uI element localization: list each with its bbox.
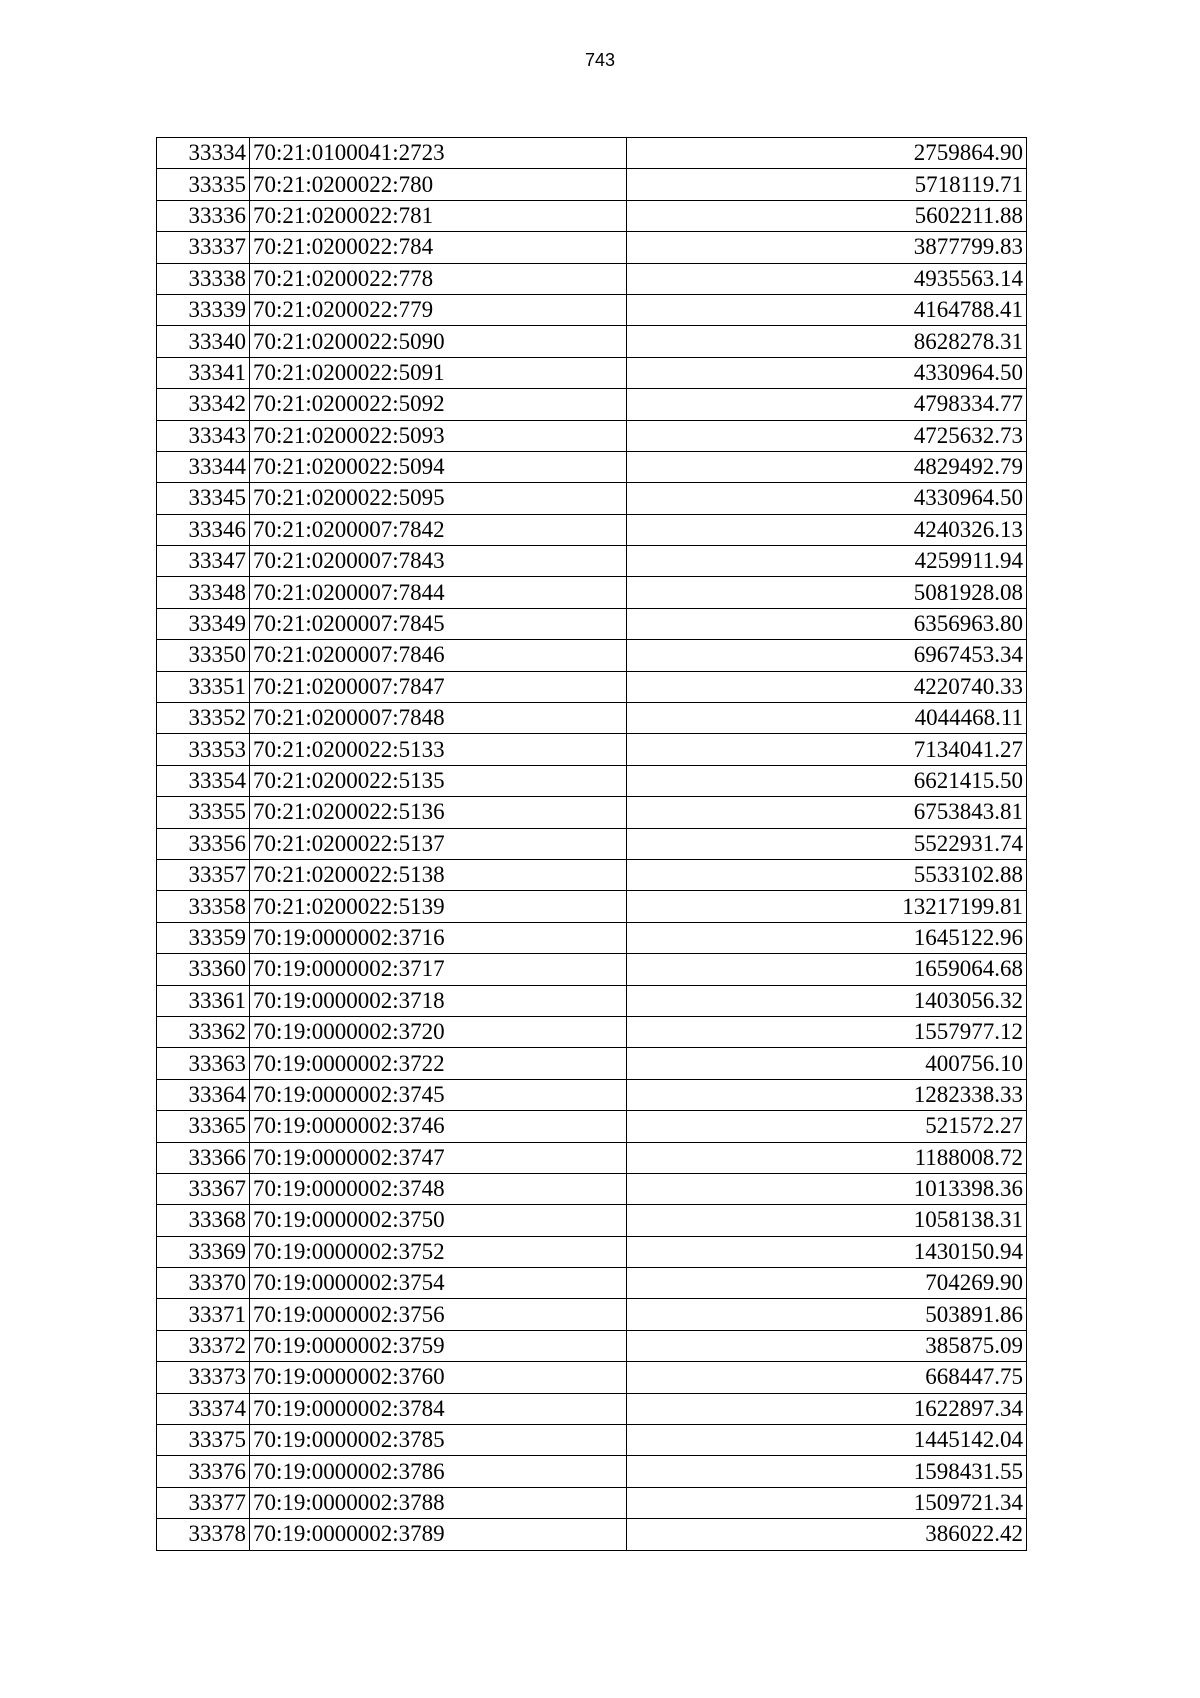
cadastral-value-cell: 1403056.32 (627, 985, 1027, 1016)
row-number-cell: 33335 (157, 169, 250, 200)
cadastral-number-cell: 70:21:0200022:5091 (250, 357, 627, 388)
row-number-cell: 33345 (157, 483, 250, 514)
table-row (157, 1173, 1027, 1204)
cadastral-number-cell: 70:21:0200022:5139 (250, 891, 627, 922)
cadastral-value-cell: 6753843.81 (627, 797, 1027, 828)
cadastral-value-cell: 1058138.31 (627, 1205, 1027, 1236)
cadastral-value-cell: 1188008.72 (627, 1142, 1027, 1173)
table-row (157, 1456, 1027, 1487)
page-number: 743 (584, 50, 616, 70)
cadastral-number-cell: 70:19:0000002:3750 (250, 1205, 627, 1236)
cadastral-value-cell: 386022.42 (627, 1519, 1027, 1550)
table-row (157, 294, 1027, 325)
row-number-cell: 33371 (157, 1299, 250, 1330)
table-row (157, 891, 1027, 922)
row-number-cell: 33338 (157, 263, 250, 294)
row-number-cell: 33344 (157, 451, 250, 482)
cadastral-number-cell: 70:21:0200022:5136 (250, 797, 627, 828)
table-row (157, 1393, 1027, 1424)
cadastral-value-cell: 6621415.50 (627, 765, 1027, 796)
cadastral-number-cell: 70:19:0000002:3784 (250, 1393, 627, 1424)
cadastral-number-cell: 70:19:0000002:3785 (250, 1425, 627, 1456)
row-number-cell: 33367 (157, 1173, 250, 1204)
cadastral-value-cell: 4725632.73 (627, 420, 1027, 451)
cadastral-number-cell: 70:21:0200007:7847 (250, 671, 627, 702)
table-row (157, 922, 1027, 953)
cadastral-value-cell: 5718119.71 (627, 169, 1027, 200)
row-number-cell: 33336 (157, 200, 250, 231)
table-row (157, 797, 1027, 828)
row-number-cell: 33368 (157, 1205, 250, 1236)
cadastral-value-cell: 521572.27 (627, 1111, 1027, 1142)
cadastral-number-cell: 70:19:0000002:3759 (250, 1330, 627, 1361)
table-row (157, 546, 1027, 577)
cadastral-number-cell: 70:19:0000002:3745 (250, 1079, 627, 1110)
table-row (157, 734, 1027, 765)
table-row (157, 1330, 1027, 1361)
cadastral-value-cell: 4240326.13 (627, 514, 1027, 545)
row-number-cell: 33373 (157, 1362, 250, 1393)
cadastral-value-cell: 5602211.88 (627, 200, 1027, 231)
table-row (157, 1048, 1027, 1079)
cadastral-number-cell: 70:21:0200022:784 (250, 232, 627, 263)
row-number-cell: 33358 (157, 891, 250, 922)
cadastral-number-cell: 70:21:0200022:5095 (250, 483, 627, 514)
row-number-cell: 33378 (157, 1519, 250, 1550)
table-row (157, 389, 1027, 420)
row-number-cell: 33352 (157, 703, 250, 734)
table-row (157, 1425, 1027, 1456)
cadastral-number-cell: 70:21:0200007:7842 (250, 514, 627, 545)
row-number-cell: 33347 (157, 546, 250, 577)
table-row (157, 1362, 1027, 1393)
table-row (157, 1016, 1027, 1047)
row-number-cell: 33364 (157, 1079, 250, 1110)
cadastral-number-cell: 70:19:0000002:3722 (250, 1048, 627, 1079)
cadastral-number-cell: 70:19:0000002:3720 (250, 1016, 627, 1047)
row-number-cell: 33366 (157, 1142, 250, 1173)
cadastral-value-cell: 1557977.12 (627, 1016, 1027, 1047)
cadastral-number-cell: 70:21:0200022:781 (250, 200, 627, 231)
table-row (157, 859, 1027, 890)
row-number-cell: 33361 (157, 985, 250, 1016)
cadastral-value-cell: 5533102.88 (627, 859, 1027, 890)
cadastral-number-cell: 70:21:0200022:778 (250, 263, 627, 294)
cadastral-number-cell: 70:19:0000002:3717 (250, 954, 627, 985)
table-row (157, 263, 1027, 294)
row-number-cell: 33377 (157, 1487, 250, 1518)
table-row (157, 169, 1027, 200)
cadastral-number-cell: 70:21:0200022:5090 (250, 326, 627, 357)
table-row (157, 608, 1027, 639)
cadastral-value-cell: 3877799.83 (627, 232, 1027, 263)
cadastral-value-cell: 503891.86 (627, 1299, 1027, 1330)
cadastral-value-cell: 5522931.74 (627, 828, 1027, 859)
table-row (157, 357, 1027, 388)
cadastral-value-cell: 1622897.34 (627, 1393, 1027, 1424)
cadastral-number-cell: 70:19:0000002:3747 (250, 1142, 627, 1173)
cadastral-number-cell: 70:19:0000002:3754 (250, 1268, 627, 1299)
cadastral-number-cell: 70:21:0200022:5093 (250, 420, 627, 451)
cadastral-value-cell: 1509721.34 (627, 1487, 1027, 1518)
cadastral-number-cell: 70:21:0200022:779 (250, 294, 627, 325)
table-row (157, 1299, 1027, 1330)
row-number-cell: 33340 (157, 326, 250, 357)
cadastral-number-cell: 70:21:0200022:5092 (250, 389, 627, 420)
cadastral-number-cell: 70:21:0200022:5137 (250, 828, 627, 859)
cadastral-number-cell: 70:19:0000002:3716 (250, 922, 627, 953)
cadastral-value-cell: 1645122.96 (627, 922, 1027, 953)
row-number-cell: 33339 (157, 294, 250, 325)
cadastral-number-cell: 70:19:0000002:3788 (250, 1487, 627, 1518)
table-row (157, 420, 1027, 451)
cadastral-number-cell: 70:19:0000002:3789 (250, 1519, 627, 1550)
cadastral-value-cell: 1598431.55 (627, 1456, 1027, 1487)
cadastral-value-cell: 1282338.33 (627, 1079, 1027, 1110)
table-row (157, 1111, 1027, 1142)
row-number-cell: 33372 (157, 1330, 250, 1361)
cadastral-number-cell: 70:19:0000002:3752 (250, 1236, 627, 1267)
row-number-cell: 33374 (157, 1393, 250, 1424)
cadastral-number-cell: 70:21:0200022:5138 (250, 859, 627, 890)
cadastral-number-cell: 70:19:0000002:3786 (250, 1456, 627, 1487)
cadastral-value-cell: 385875.09 (627, 1330, 1027, 1361)
row-number-cell: 33350 (157, 640, 250, 671)
cadastral-number-cell: 70:19:0000002:3756 (250, 1299, 627, 1330)
cadastral-number-cell: 70:21:0200022:5135 (250, 765, 627, 796)
table-row (157, 200, 1027, 231)
row-number-cell: 33376 (157, 1456, 250, 1487)
row-number-cell: 33351 (157, 671, 250, 702)
cadastral-value-cell: 4044468.11 (627, 703, 1027, 734)
table-row (157, 703, 1027, 734)
row-number-cell: 33356 (157, 828, 250, 859)
cadastral-number-cell: 70:19:0000002:3748 (250, 1173, 627, 1204)
cadastral-value-cell: 4259911.94 (627, 546, 1027, 577)
row-number-cell: 33363 (157, 1048, 250, 1079)
row-number-cell: 33348 (157, 577, 250, 608)
cadastral-value-cell: 4829492.79 (627, 451, 1027, 482)
row-number-cell: 33355 (157, 797, 250, 828)
cadastral-value-cell: 4935563.14 (627, 263, 1027, 294)
row-number-cell: 33353 (157, 734, 250, 765)
row-number-cell: 33362 (157, 1016, 250, 1047)
cadastral-value-cell: 1445142.04 (627, 1425, 1027, 1456)
table-row (157, 671, 1027, 702)
table-row (157, 138, 1027, 169)
table-row (157, 828, 1027, 859)
row-number-cell: 33337 (157, 232, 250, 263)
cadastral-number-cell: 70:21:0200007:7843 (250, 546, 627, 577)
cadastral-number-cell: 70:21:0200022:5094 (250, 451, 627, 482)
row-number-cell: 33343 (157, 420, 250, 451)
table-row (157, 514, 1027, 545)
cadastral-number-cell: 70:21:0200022:780 (250, 169, 627, 200)
cadastral-number-cell: 70:19:0000002:3718 (250, 985, 627, 1016)
table-row (157, 577, 1027, 608)
cadastral-value-cell: 4164788.41 (627, 294, 1027, 325)
cadastral-number-cell: 70:21:0200022:5133 (250, 734, 627, 765)
table-row (157, 985, 1027, 1016)
cadastral-number-cell: 70:21:0200007:7844 (250, 577, 627, 608)
cadastral-value-cell: 4220740.33 (627, 671, 1027, 702)
table-row (157, 1236, 1027, 1267)
cadastral-value-cell: 6967453.34 (627, 640, 1027, 671)
table-row (157, 1079, 1027, 1110)
row-number-cell: 33365 (157, 1111, 250, 1142)
table-row (157, 326, 1027, 357)
cadastral-value-cell: 4330964.50 (627, 357, 1027, 388)
cadastral-number-cell: 70:21:0200007:7848 (250, 703, 627, 734)
cadastral-number-cell: 70:21:0100041:2723 (250, 138, 627, 169)
row-number-cell: 33354 (157, 765, 250, 796)
cadastral-value-cell: 1659064.68 (627, 954, 1027, 985)
row-number-cell: 33346 (157, 514, 250, 545)
table-row (157, 1519, 1027, 1550)
row-number-cell: 33375 (157, 1425, 250, 1456)
cadastral-value-cell: 4330964.50 (627, 483, 1027, 514)
row-number-cell: 33342 (157, 389, 250, 420)
table-row (157, 1205, 1027, 1236)
table-row (157, 232, 1027, 263)
table-row (157, 451, 1027, 482)
row-number-cell: 33357 (157, 859, 250, 890)
cadastral-value-cell: 668447.75 (627, 1362, 1027, 1393)
cadastral-value-cell: 5081928.08 (627, 577, 1027, 608)
row-number-cell: 33341 (157, 357, 250, 388)
cadastral-value-cell: 6356963.80 (627, 608, 1027, 639)
cadastral-value-cell: 4798334.77 (627, 389, 1027, 420)
cadastral-value-cell: 400756.10 (627, 1048, 1027, 1079)
table-row (157, 1142, 1027, 1173)
row-number-cell: 33359 (157, 922, 250, 953)
table-body (157, 138, 1027, 1551)
cadastral-value-cell: 8628278.31 (627, 326, 1027, 357)
cadastral-number-cell: 70:21:0200007:7846 (250, 640, 627, 671)
table-row (157, 1268, 1027, 1299)
table-row (157, 483, 1027, 514)
table-row (157, 1487, 1027, 1518)
cadastral-value-table (156, 137, 1027, 1551)
cadastral-number-cell: 70:19:0000002:3760 (250, 1362, 627, 1393)
row-number-cell: 33349 (157, 608, 250, 639)
cadastral-value-cell: 7134041.27 (627, 734, 1027, 765)
row-number-cell: 33370 (157, 1268, 250, 1299)
cadastral-value-cell: 1013398.36 (627, 1173, 1027, 1204)
table-row (157, 640, 1027, 671)
row-number-cell: 33369 (157, 1236, 250, 1267)
cadastral-number-cell: 70:21:0200007:7845 (250, 608, 627, 639)
row-number-cell: 33334 (157, 138, 250, 169)
cadastral-value-cell: 1430150.94 (627, 1236, 1027, 1267)
cadastral-number-cell: 70:19:0000002:3746 (250, 1111, 627, 1142)
cadastral-value-cell: 704269.90 (627, 1268, 1027, 1299)
row-number-cell: 33360 (157, 954, 250, 985)
table-row (157, 954, 1027, 985)
cadastral-value-cell: 13217199.81 (627, 891, 1027, 922)
cadastral-value-cell: 2759864.90 (627, 138, 1027, 169)
table-row (157, 765, 1027, 796)
